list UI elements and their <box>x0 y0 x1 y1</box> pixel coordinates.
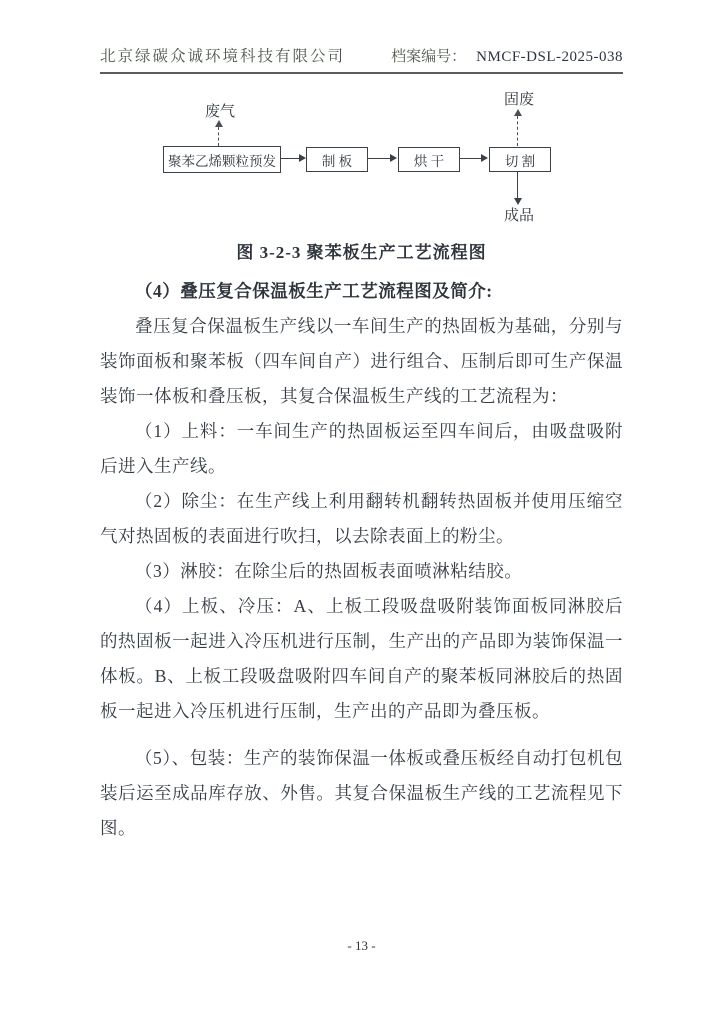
paragraph-step5-packing: （5）、包装：生产的装饰保温一体板或叠压板经自动打包机包装后运至成品库存放、外售。其复合保温板生产线的工艺流程见下图。 <box>100 748 623 838</box>
paragraph-step2-dedusting: （2）除尘：在生产线上利用翻转机翻转热固板并使用压缩空气对热固板的表面进行吹扫，以去除表面上的粉尘。 <box>100 491 623 546</box>
paragraph-step1-loading: （1）上料：一车间生产的热固板运至四车间后，由吸盘吸附后进入生产线。 <box>100 421 623 476</box>
process-flow-diagram <box>0 0 723 235</box>
flow-connector-line <box>459 158 482 159</box>
paragraph-intro: 叠压复合保温板生产线以一车间生产的热固板为基础，分别与装饰面板和聚苯板（四车间自产）进行组合、压制后即可生产保温装饰一体板和叠压板，其复合保温板生产线的工艺流程为： <box>100 316 623 406</box>
product-arrow-line <box>517 171 518 199</box>
flow-connector-arrow-icon <box>481 154 488 162</box>
section-heading: （4）叠压复合保温板生产工艺流程图及简介: <box>135 281 493 301</box>
archive-number-value: NMCF-DSL-2025-038 <box>476 49 623 65</box>
figure-caption: 图 3-2-3 聚苯板生产工艺流程图 <box>236 243 487 262</box>
flow-box-drying: 烘 干 <box>398 147 460 172</box>
flow-box-board-making: 制 板 <box>306 147 368 172</box>
archive-label: 档案编号： <box>391 49 467 65</box>
waste-gas-arrow-icon <box>215 120 223 127</box>
solid-waste-arrow-line <box>517 116 518 146</box>
flow-connector-line <box>280 158 300 159</box>
solid-waste-arrow-icon <box>514 109 522 116</box>
product-label: 成品 <box>503 208 534 224</box>
page-number: - 13 - <box>347 938 376 953</box>
company-name: 北京绿碳众诚环境科技有限公司 <box>100 48 346 65</box>
flow-box-cutting: 切 割 <box>489 147 551 172</box>
body-content <box>100 273 623 846</box>
flow-connector-line <box>367 158 391 159</box>
waste-gas-label: 废气 <box>204 104 235 120</box>
paragraph-step4-pressing: （4）上板、冷压：A、上板工段吸盘吸附装饰面板同淋胶后的热固板一起进入冷压机进行压制，生产出的产品即为装饰保温一体板。B、上板工段吸盘吸附四车间自产的聚苯板同淋胶后的热固板一起进入冷压机进行压制，生产出的产品即为叠压板。 <box>100 596 623 721</box>
solid-waste-label: 固废 <box>503 92 534 108</box>
flow-connector-arrow-icon <box>390 154 397 162</box>
paragraph-step3-gluing: （3）淋胶：在除尘后的热固板表面喷淋粘结胶。 <box>135 561 523 581</box>
flow-connector-arrow-icon <box>299 154 306 162</box>
waste-gas-arrow-line <box>218 127 219 146</box>
flow-box-pre-expansion: 聚苯乙烯颗粒预发 <box>163 146 281 173</box>
